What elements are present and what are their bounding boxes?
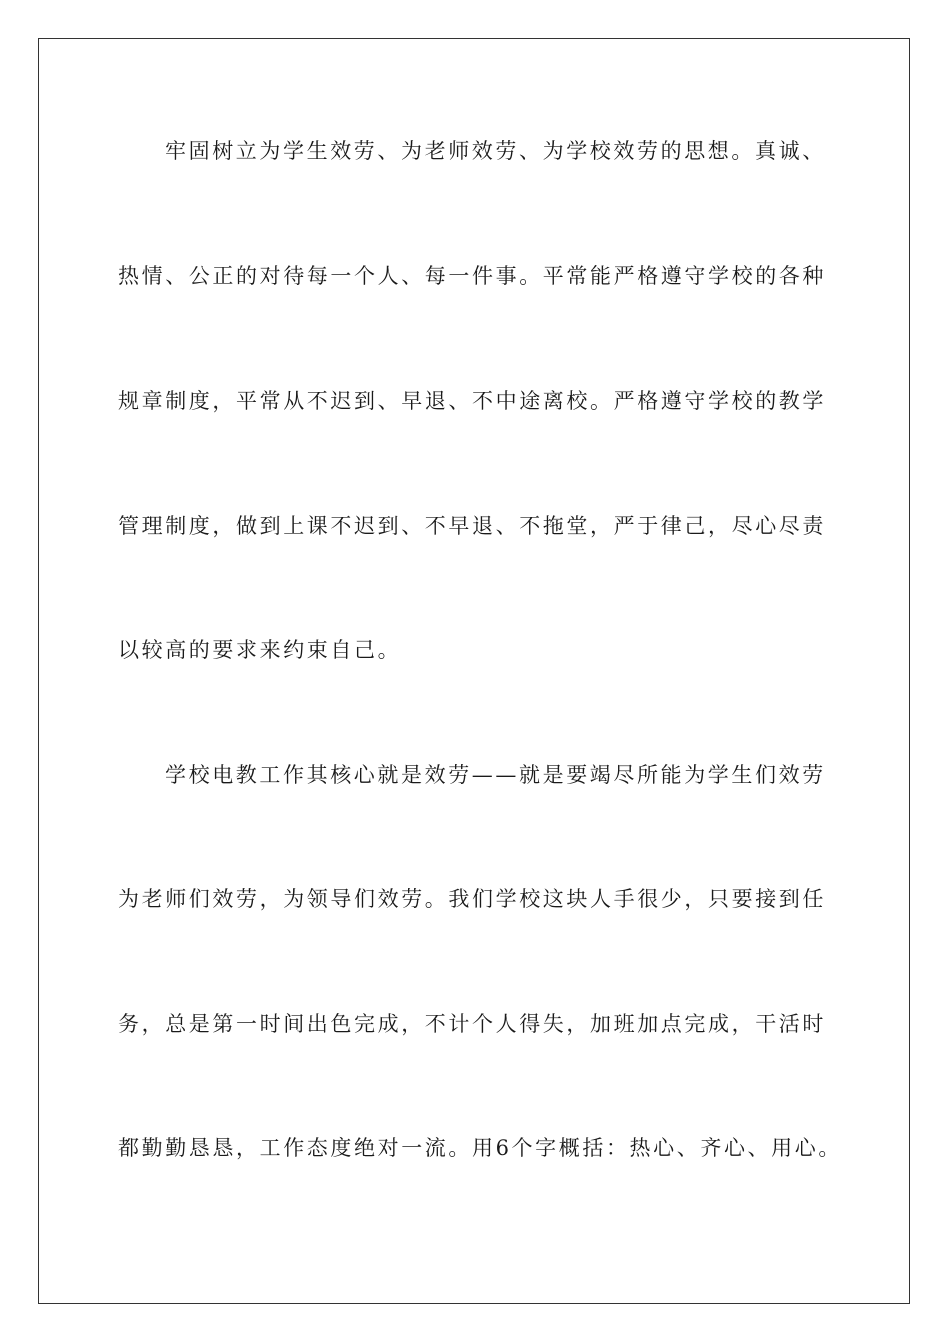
text-line: 为老师们效劳，为领导们效劳。我们学校这块人手很少，只要接到任 — [118, 887, 826, 911]
text-line: 都勤勤恳恳，工作态度绝对一流。用6个字概括：热心、齐心、用心。 — [118, 1136, 842, 1160]
text-line: 热情、公正的对待每一个人、每一件事。平常能严格遵守学校的各种 — [118, 264, 826, 288]
text-line: 学校电教工作其核心就是效劳——就是要竭尽所能为学生们效劳 — [165, 763, 826, 787]
text-line: 务，总是第一时间出色完成，不计个人得失，加班加点完成，干活时 — [118, 1012, 826, 1036]
text-line: 以较高的要求来约束自己。 — [118, 638, 402, 662]
text-line: 规章制度，平常从不迟到、早退、不中途离校。严格遵守学校的教学 — [118, 389, 826, 413]
text-line: 牢固树立为学生效劳、为老师效劳、为学校效劳的思想。真诚、 — [165, 139, 826, 163]
page-border — [38, 38, 910, 1304]
text-line: 管理制度，做到上课不迟到、不早退、不拖堂，严于律己，尽心尽责 — [118, 514, 826, 538]
